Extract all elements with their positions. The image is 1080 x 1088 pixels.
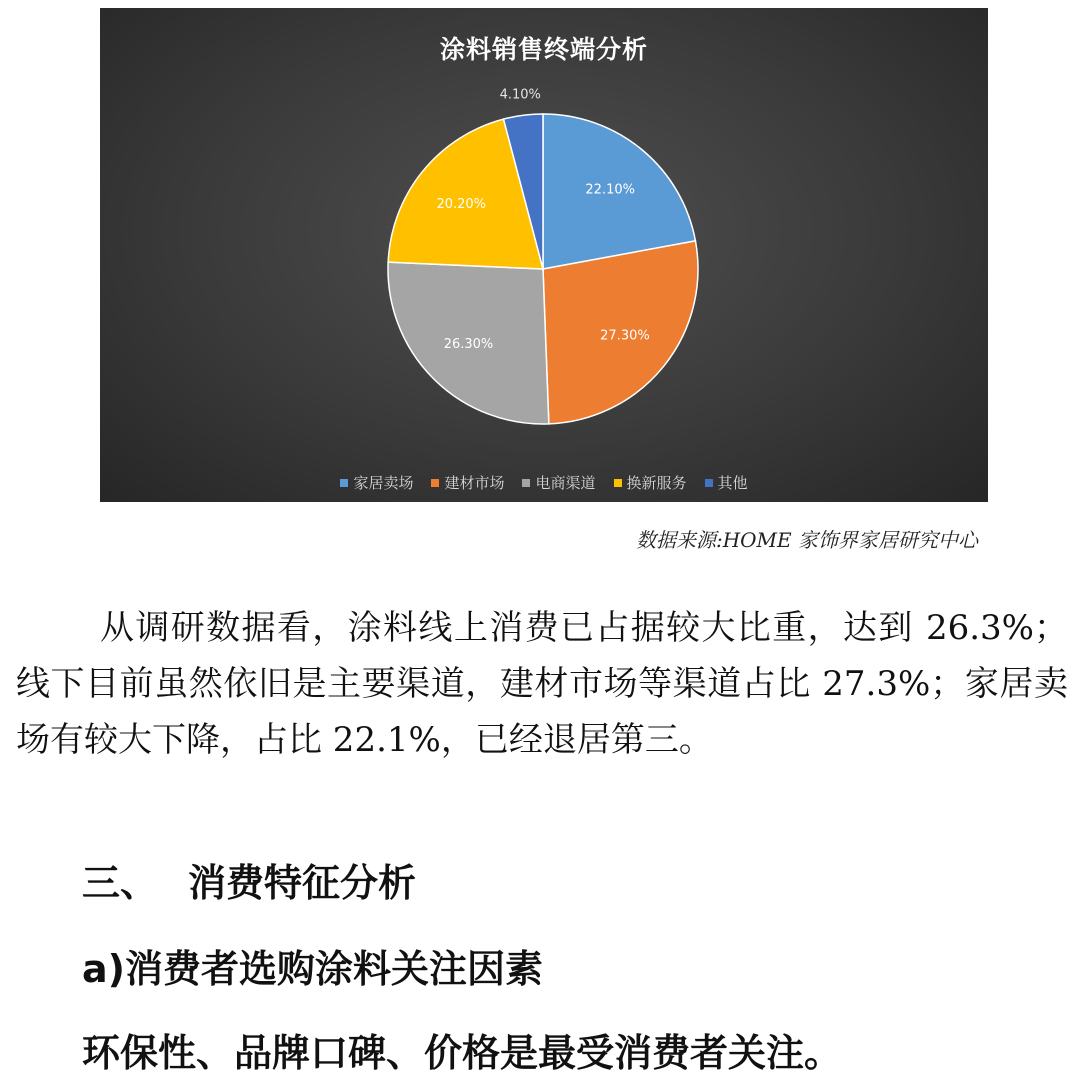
legend-item-other [705, 472, 748, 493]
section-title: 消费特征分析 [188, 861, 417, 905]
legend-label: 电商渠道 [535, 474, 596, 492]
legend-label: 家居卖场 [353, 474, 414, 492]
body-paragraph: 从调研数据看，涂料线上消费已占据较大比重，达到 26.3%；线下目前虽然依旧是主要渠道，建材市场等渠道占比 27.3%；家居卖场有较大下降，占比 22.1%，已经退居第三。 [16, 608, 1068, 760]
conclusion-text: 环保性、品牌口碑、价格是最受消费者关注。 [82, 1031, 843, 1075]
data-label-replacement-service: 20.20% [436, 197, 487, 213]
legend-swatch [705, 479, 713, 487]
legend-label: 换新服务 [626, 474, 687, 492]
legend-swatch [614, 479, 622, 487]
source-note: 数据来源:HOME 家饰界家居研究中心 [635, 528, 978, 552]
section-number: 三、 [82, 861, 159, 905]
chart-legend [100, 472, 988, 493]
legend-label: 其他 [717, 474, 748, 492]
data-label-other: 4.10% [499, 87, 541, 103]
data-label-building-market: 27.30% [600, 328, 650, 344]
legend-item-home-store [340, 472, 413, 493]
chart-panel [100, 8, 988, 502]
legend-item-ecommerce [522, 472, 595, 493]
legend-swatch [431, 479, 439, 487]
data-label-ecommerce: 26.30% [443, 337, 494, 353]
legend-label: 建材市场 [444, 474, 505, 492]
data-label-home-store: 22.10% [585, 182, 635, 198]
chart-title: 涂料销售终端分析 [439, 35, 648, 64]
pie-chart [100, 8, 988, 502]
legend-item-replacement-service [614, 472, 687, 493]
sub-heading: a)消费者选购涂料关注因素 [82, 947, 544, 991]
legend-swatch [340, 479, 348, 487]
section-heading [82, 852, 416, 907]
legend-item-building-market [431, 472, 504, 493]
legend-swatch [522, 479, 530, 487]
